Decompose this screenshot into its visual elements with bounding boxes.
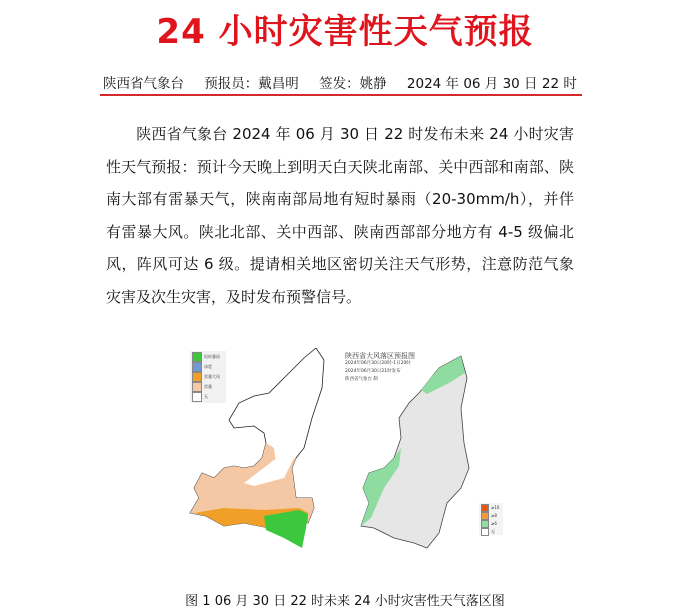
wind-map-maker: 陕西省气象台 制 [345, 377, 378, 382]
legend-label: 短时暴雨 [204, 353, 220, 359]
legend-label: 雷暴大风 [204, 373, 220, 379]
legend-label: ≥6 [491, 521, 497, 526]
agency: 陕西省气象台 [103, 76, 184, 92]
issue-datetime: 2024 年 06 月 30 日 22 时 [406, 76, 577, 92]
left-map-legend [190, 351, 226, 403]
right-map-legend [479, 503, 503, 535]
legend-label: ≥10 [491, 505, 500, 510]
wind-map-period: 2024年06月30日20时-1日20时 [345, 361, 411, 366]
legend-label: 无 [204, 393, 208, 399]
forecast-text: 陕西省气象台 2024 年 06 月 30 日 22 时发布未来 24 小时灾害性天气预报：预计今天晚上到明天白天陕北南部、关中西部和南部、陕南大部有雷暴天气，陕南南部局地有短时暴雨（20-30mm/h），并伴有雷暴大风。陕北北部、关中西部、陕南西部部分地方有 4-5 级偏北风，阵风可达 6 级。提请相关地区密切关注天气形势，注意防范气象灾害及次生灾害，及时发布预警信号。 [106, 125, 574, 306]
legend-label: ≥8 [491, 513, 497, 518]
legend-label: 雷暴 [204, 383, 212, 389]
legend-label: 冰雹 [204, 363, 212, 369]
wind-map-issued: 2024年06月30日21时发布 [345, 369, 401, 374]
figure-caption: 图 1 06 月 30 日 22 时未来 24 小时灾害性天气落区图 [185, 594, 505, 609]
forecaster: 预报员：戴昌明 [204, 76, 299, 92]
header-divider [100, 94, 582, 96]
header-info [103, 72, 583, 92]
page-title: 24 小时灾害性天气预报 [156, 12, 534, 52]
issuer: 签发：姚静 [319, 76, 387, 92]
forecast-body [106, 118, 574, 314]
wind-map-title: 陕西省大风落区预报图 [345, 352, 415, 360]
right-map [361, 356, 469, 548]
right-map-title [345, 352, 415, 384]
legend-label: 无 [491, 528, 495, 534]
